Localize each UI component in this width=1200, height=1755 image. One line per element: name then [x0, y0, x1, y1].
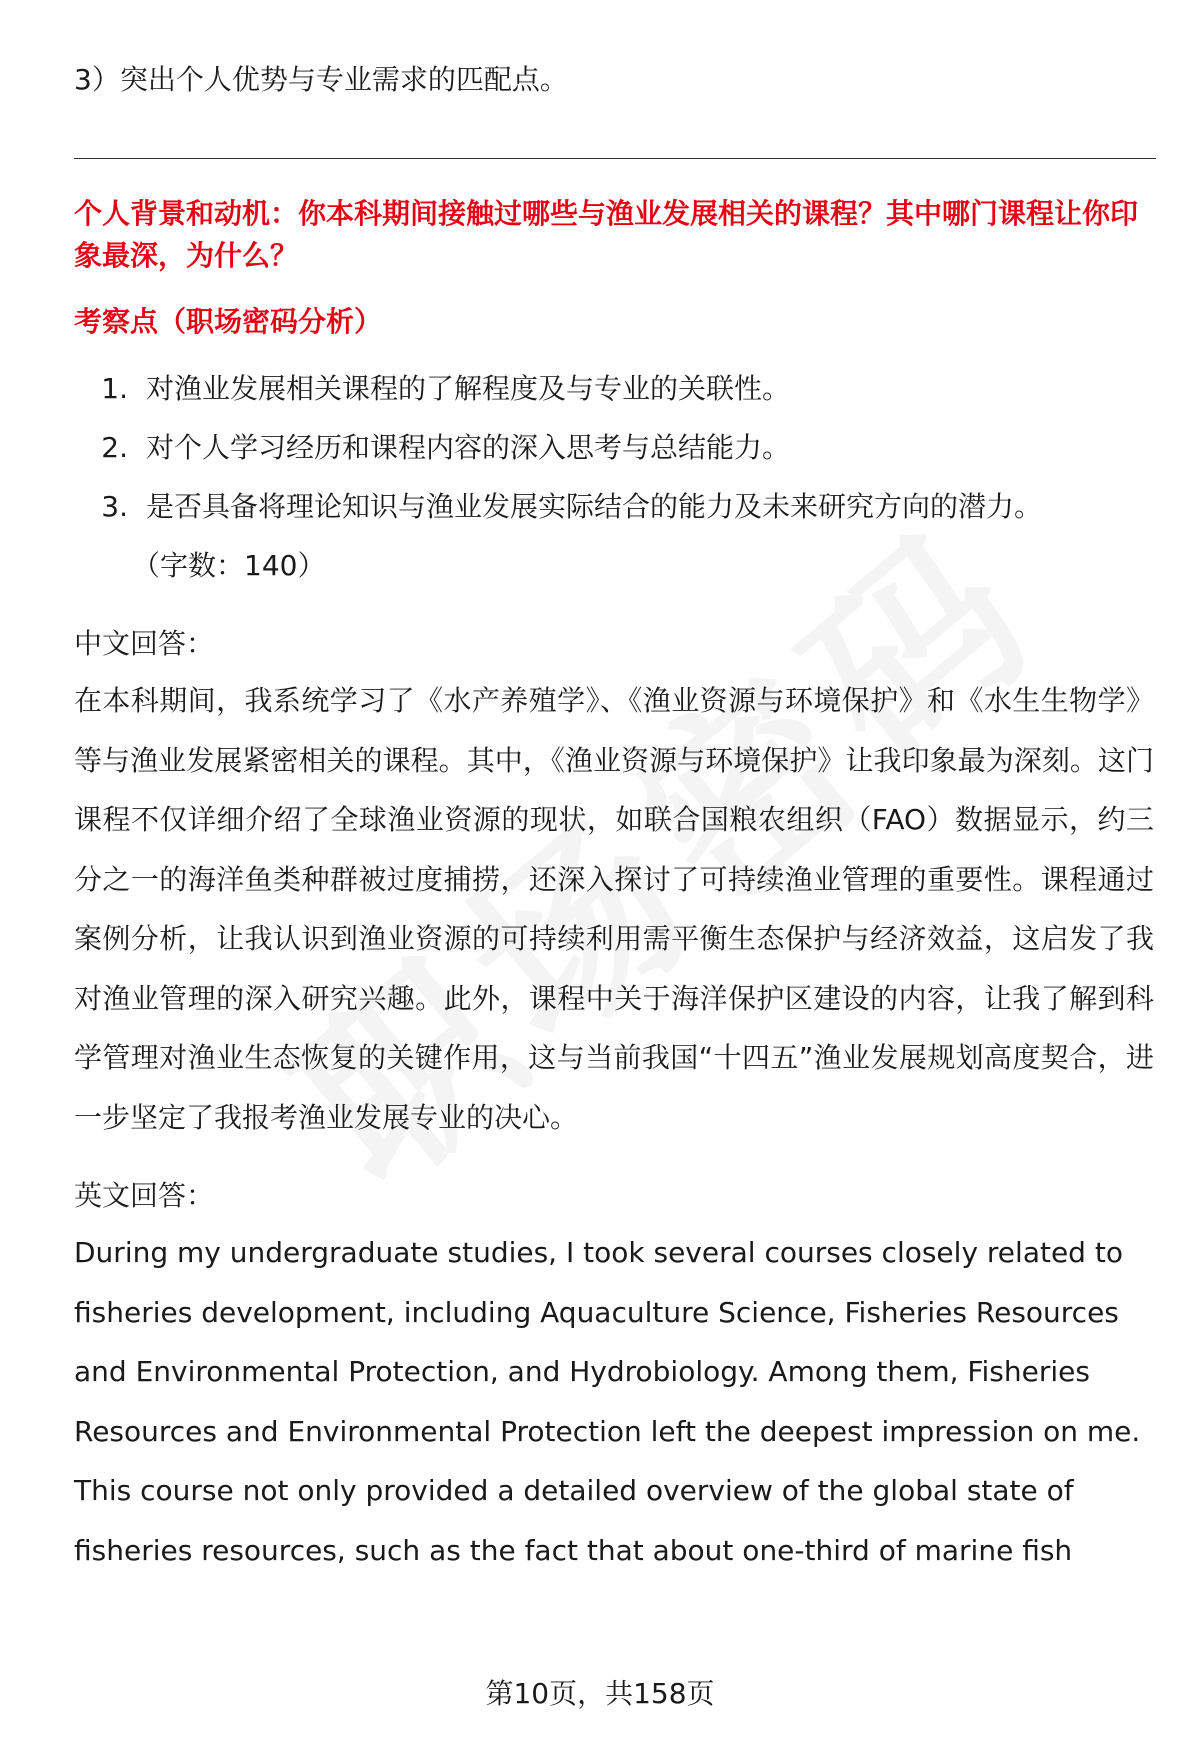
chinese-answer-text: 在本科期间，我系统学习了《水产养殖学》、《渔业资源与环境保护》和《水生生物学》等与渔业发展紧密相关的课程。其中，《渔业资源与环境保护》让我印象最为深刻。这门课程不仅详细介绍了全球渔业资源的现状，如联合国粮农组织（FAO）数据显示，约三分之一的海洋鱼类种群被过度捕捞，还深入探讨了可持续渔业管理的重要性。课程通过案例分析，让我认识到渔业资源的可持续利用需平衡生态保护与经济效益，这启发了我对渔业管理的深入研究兴趣。此外，课程中关于海洋保护区建设的内容，让我了解到科学管理对渔业生态恢复的关键作用，这与当前我国“十四五”渔业发展规划高度契合，进一步坚定了我报考渔业发展专业的决心。: [74, 684, 1154, 1134]
section-divider: [74, 158, 1156, 159]
list-item: [74, 359, 1154, 418]
list-item-number: 1.: [101, 372, 128, 405]
focus-points-list: [74, 359, 1154, 536]
page-content: [74, 60, 1154, 1580]
list-item-text: 对个人学习经历和课程内容的深入思考与总结能力。: [146, 431, 791, 464]
focus-heading: 考察点（职场密码分析）: [74, 305, 383, 338]
english-answer-label: 英文回答：: [74, 1179, 215, 1212]
list-item-number: 3.: [101, 490, 128, 523]
page-number-footer: 第10页，共158页: [485, 1677, 715, 1710]
list-item-text: 对渔业发展相关课程的了解程度及与专业的关联性。: [146, 372, 791, 405]
list-item-text: 是否具备将理论知识与渔业发展实际结合的能力及未来研究方向的潜力。: [146, 490, 1043, 523]
list-item: [74, 418, 1154, 477]
list-item-number: 2.: [101, 431, 128, 464]
chinese-answer-label: 中文回答：: [74, 627, 215, 660]
word-count: （字数：140）: [132, 549, 326, 582]
english-answer-text: During my undergraduate studies, I took several courses closely related to fisheries development, including Aquaculture Science, Fisheries Resources and Environmental Protection, and Hydrobiology. Among them, Fisheries Resources and Environmental Protection left the deepest impression on me. This course not only provided a detailed overview of the global state of fisheries resources, such as the fact that about one-third of marine fish: [74, 1236, 1141, 1567]
previous-list-item: 3）突出个人优势与专业需求的匹配点。: [74, 63, 568, 96]
question-heading: 个人背景和动机：你本科期间接触过哪些与渔业发展相关的课程？其中哪门课程让你印象最深，为什么？: [74, 197, 1139, 272]
list-item: [74, 477, 1154, 536]
